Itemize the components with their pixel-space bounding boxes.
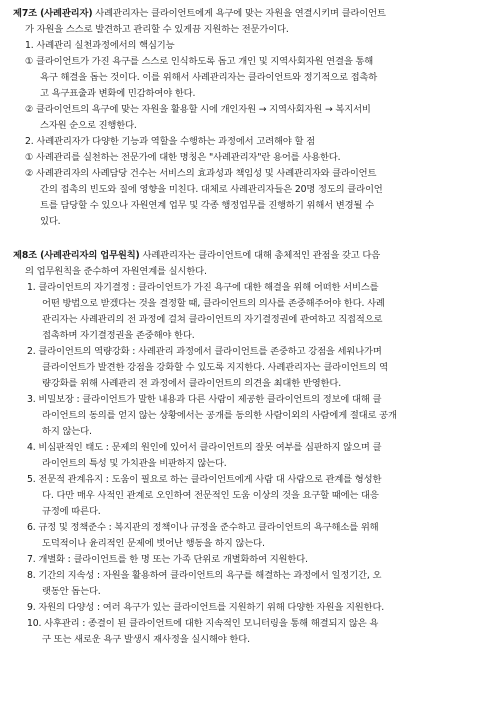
article-8-item-5-cont: 다. 다만 매우 사적인 관계로 오인하여 전문적인 도움 이상의 것을 요구할 때에는 대응	[42, 490, 379, 501]
article-7-item-1-1-cont: 욕구 해결을 돕는 것이다. 이를 위해서 사례관리자는 클라이언트와 정기적으로 접촉하	[40, 72, 378, 83]
article-7-item-1-1: ① 클라이언트가 가진 욕구를 스스로 인식하도록 돕고 개인 및 지역사회자원 연결을 통해	[25, 56, 374, 67]
article-7-item-2-1: ① 사례관리를 실천하는 전문가에 대한 명칭은 "사례관리자"란 용어를 사용한다.	[25, 152, 341, 163]
article-8-item-8-cont: 랫동안 돕는다.	[42, 586, 101, 597]
article-7-item-2-2-cont: 트를 담당할 수 있으나 자원연계 업무 및 각종 행정업무를 진행하기 위해서 변경될 수	[40, 200, 374, 211]
article-8-item-5: 5. 전문적 관계유지 : 도움이 필요로 하는 클라이언트에게 사람 대 사람으로 관계를 형성한	[27, 474, 382, 485]
article-7-item-2-title: 2. 사례관리자가 다양한 기능과 역할을 수행하는 과정에서 고려해야 할 점	[25, 136, 315, 147]
article-8-item-3-cont: 하지 않는다.	[42, 426, 92, 437]
article-8-item-4-cont: 라이언트의 특성 및 가치관을 비판하지 않는다.	[42, 458, 227, 469]
article-7-item-2-2-cont: 간의 접촉의 빈도와 질에 영향을 미친다. 대체로 사례관리자들은 20명 정도의 클라이언	[40, 184, 383, 195]
article-7-item-2-2: ② 사례관리자의 사례담당 건수는 서비스의 효과성과 책임성 및 사례관리자와 클라이언트	[25, 168, 377, 179]
article-7-item-2-2-cont: 있다.	[40, 216, 61, 227]
article-7-item-1-1-cont: 고 욕구표출과 변화에 민감하여야 한다.	[40, 88, 196, 99]
article-7-intro-2: 가 자원을 스스로 발견하고 관리할 수 있게끔 지원하는 전문가이다.	[25, 24, 289, 35]
article-7-intro-1: 사례관리자는 클라이언트에게 욕구에 맞는 자원을 연결시키며 클라이언트	[95, 8, 386, 19]
article-8-item-6: 6. 규정 및 정책준수 : 복지관의 정책이나 규정을 준수하고 클라이언트의 욕구해소를 위해	[27, 522, 379, 533]
article-8-item-2: 2. 클라이언트의 역량강화 : 사례관리 과정에서 클라이언트를 존중하고 강점을 세워나가며	[27, 346, 382, 357]
article-7-heading	[13, 6, 476, 22]
article-8-intro-1: 사례관리자는 클라이언트에 대해 총체적인 관점을 갖고 다음	[142, 250, 381, 261]
article-8-item-8: 8. 기간의 지속성 : 자원을 활용하여 클라이언트의 욕구를 해결하는 과정에서 일정기간, 오	[27, 570, 382, 581]
article-8-item-4: 4. 비심판적인 태도 : 문제의 원인에 있어서 클라이언트의 잘못 여부를 심판하지 않으며 클	[27, 442, 382, 453]
article-8-item-3: 3. 비밀보장 : 클라이언트가 말한 내용과 다른 사람이 제공한 클라이언트의 정보에 대해 클	[27, 394, 382, 405]
article-8-heading	[13, 248, 476, 264]
article-8-item-1-cont: 접촉하며 자기결정권을 존중해야 한다.	[42, 330, 195, 341]
article-8-item-10: 10. 사후관리 : 종결이 된 클라이언트에 대한 지속적인 모니터링을 통해 해결되지 않은 욕	[27, 618, 379, 629]
article-8-item-2-cont: 클라이언트가 발견한 강점을 강화할 수 있도록 지지한다. 사례관리자는 클라이언트의 역	[42, 362, 388, 373]
article-7-title: 제7조 (사례관리자)	[13, 8, 93, 19]
article-7	[13, 6, 476, 230]
article-8-item-10-cont: 구 또는 새로운 욕구 발생시 재사정을 실시해야 한다.	[42, 634, 250, 645]
article-8-intro-2: 의 업무원칙을 준수하여 자원연계를 실시한다.	[25, 266, 207, 277]
article-8-item-1: 1. 클라이언트의 자기결정 : 클라이언트가 가진 욕구에 대한 해결을 위해 어떠한 서비스를	[27, 282, 379, 293]
article-8-item-2-cont: 량강화를 위해 사례관리 전 과정에서 클라이언트의 의견을 최대한 반영한다.	[42, 378, 342, 389]
article-8	[13, 248, 476, 648]
article-8-item-5-cont: 규정에 따른다.	[42, 506, 101, 517]
article-8-item-1-cont: 관리자는 사례관리의 전 과정에 걸쳐 클라이언트의 자기결정권에 관여하고 직접적으로	[42, 314, 383, 325]
article-8-item-9: 9. 자원의 다양성 : 여러 욕구가 있는 클라이언트를 지원하기 위해 다양한 자원을 지원한다.	[27, 602, 385, 613]
article-8-item-7: 7. 개별화 : 클라이언트를 한 명 또는 가족 단위로 개별화하여 지원한다.	[27, 554, 308, 565]
article-7-item-1-title: 1. 사례관리 실천과정에서의 핵심기능	[25, 40, 175, 51]
article-7-item-1-2-cont: 스자원 순으로 진행한다.	[40, 120, 137, 131]
article-8-title: 제8조 (사례관리자의 업무원칙)	[13, 250, 140, 261]
article-8-item-6-cont: 도덕적이나 윤리적인 문제에 벗어난 행동을 하지 않는다.	[42, 538, 265, 549]
article-7-item-1-2: ② 클라이언트의 욕구에 맞는 자원을 활용할 시에 개인자원 → 지역사회자원 → 복지서비	[25, 104, 371, 115]
article-8-item-3-cont: 라이언트의 동의를 얻지 않는 상황에서는 공개를 동의한 사람이외의 사람에게 절대로 공개	[42, 410, 397, 421]
article-8-item-1-cont: 어떤 방법으로 받겠다는 것을 결정할 때, 클라이언트의 의사를 존중해주어야 한다. 사례	[42, 298, 385, 309]
